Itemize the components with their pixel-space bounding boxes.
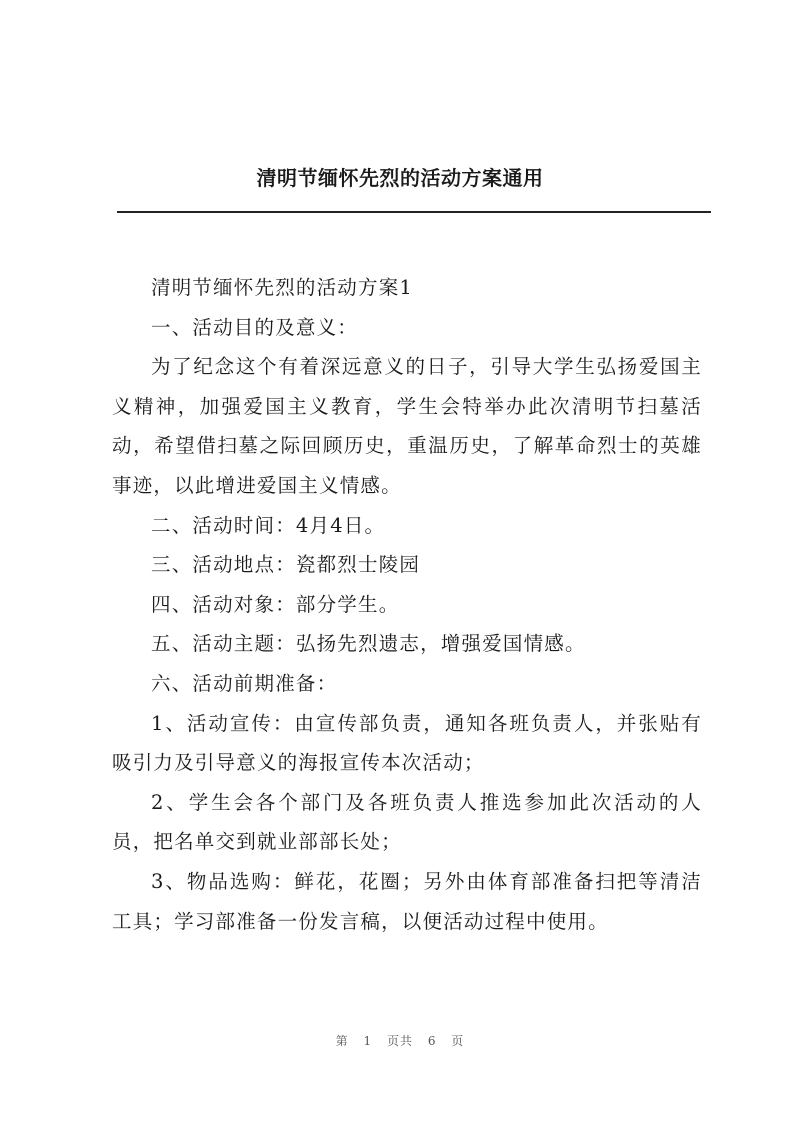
title-divider xyxy=(117,211,711,213)
footer-middle: 页共 xyxy=(386,1034,413,1048)
paragraph-location: 三、活动地点：瓷都烈士陵园 xyxy=(151,553,421,577)
paragraph-time: 二、活动时间：4月4日。 xyxy=(151,513,386,537)
paragraph-section-1: 一、活动目的及意义： xyxy=(151,315,359,339)
paragraph-theme: 五、活动主题：弘扬先烈遗志，增强爱国情感。 xyxy=(151,632,586,656)
paragraph-purpose: 为了纪念这个有着深远意义的日子，引导大学生弘扬爱国主义精神，加强爱国主义教育，学生会特举办此次清明节扫墓活动，希望借扫墓之际回顾历史，重温历史，了解革命烈士的英雄事迹，以此增进爱国主义情感。 xyxy=(112,355,702,497)
footer-prefix: 第 xyxy=(335,1034,349,1048)
paragraph-prep-item-2: 2、学生会各个部门及各班负责人推选参加此次活动的人员，把名单交到就业部部长处； xyxy=(112,790,702,854)
paragraph-heading: 清明节缅怀先烈的活动方案1 xyxy=(151,276,414,299)
paragraph-prep-item-3: 3、物品选购：鲜花，花圈；另外由体育部准备扫把等清洁工具；学习部准备一份发言稿，以便活动过程中使用。 xyxy=(112,869,702,933)
paragraph-preparation: 六、活动前期准备： xyxy=(151,671,338,695)
page-footer xyxy=(0,1032,800,1049)
footer-suffix: 页 xyxy=(451,1034,465,1048)
paragraph-prep-item-1: 1、活动宣传：由宣传部负责，通知各班负责人，并张贴有吸引力及引导意义的海报宣传本次活动； xyxy=(112,711,702,775)
document-title: 清明节缅怀先烈的活动方案通用 xyxy=(256,166,544,190)
footer-total-pages: 6 xyxy=(427,1034,437,1048)
document-body xyxy=(112,268,702,941)
footer-current-page: 1 xyxy=(363,1034,373,1048)
paragraph-audience: 四、活动对象：部分学生。 xyxy=(151,592,400,616)
